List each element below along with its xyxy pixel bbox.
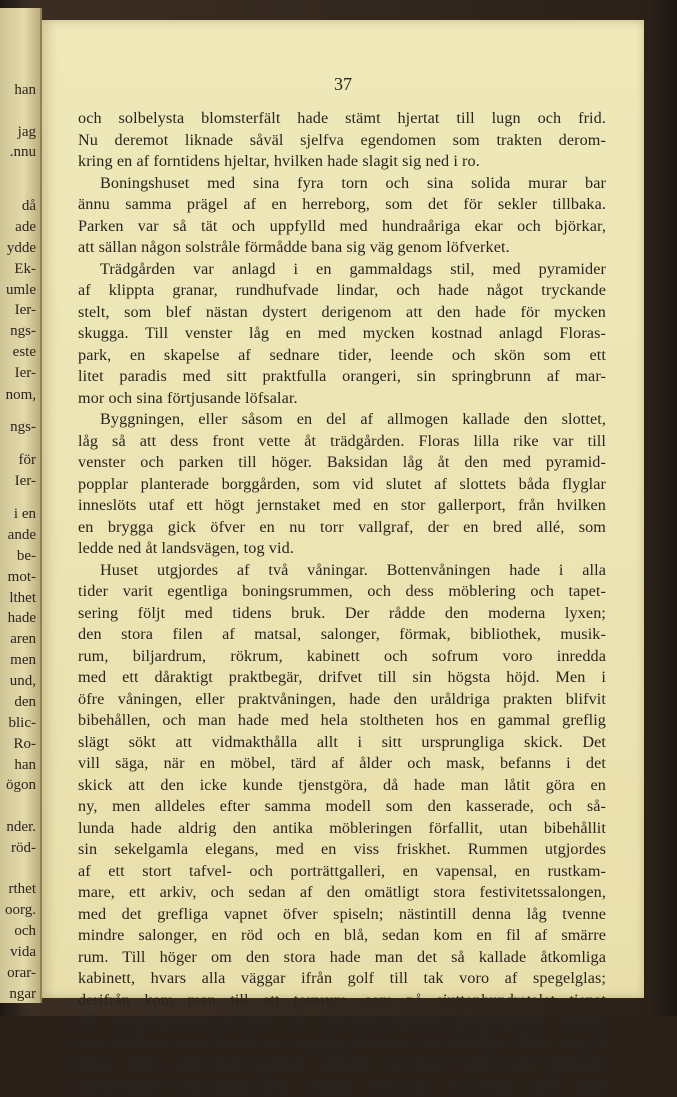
left-page-fragment: ngs- xyxy=(10,419,36,436)
left-page-fragment: ande xyxy=(8,527,36,544)
left-page-fragment: och xyxy=(14,923,36,940)
left-page-fragment: nder. xyxy=(6,819,36,836)
left-page-fragment: då xyxy=(22,198,36,215)
left-page-fragment: Ro- xyxy=(14,736,37,753)
text-line: sering följt med tidens bruk. Der rådde den moderna lyxen; xyxy=(78,603,606,625)
text-line: tider varit egentliga boningsrummen, och dess möblering och tapet- xyxy=(78,581,606,603)
left-page-fragment: ade xyxy=(15,219,36,236)
left-page-fragment: vida xyxy=(10,944,36,961)
left-page-fragment: und, xyxy=(10,673,36,690)
book-page xyxy=(42,20,644,998)
left-page-fragment: den xyxy=(14,694,36,711)
text-line: Trädgården var anlagd i en gammaldags stil, med pyramider xyxy=(78,259,606,281)
text-line: med ett dåraktigt praktbegär, drifvet till sin högsta höjd. Men i xyxy=(78,667,606,689)
left-page-fragment: ngs- xyxy=(10,323,36,340)
text-line: skick att den icke kunde tjenstgöra, då hade man låtit göra en xyxy=(78,775,606,797)
left-page-fragment: men xyxy=(10,652,36,669)
left-page-fragment: oorg. xyxy=(5,902,36,919)
text-line: och solbelysta blomsterfält hade stämt hjertat till lugn och frid. xyxy=(78,108,606,130)
left-facing-page xyxy=(0,8,42,1003)
text-line: Boningshuset med sina fyra torn och sina solida murar bar xyxy=(78,173,606,195)
left-page-fragment: i en xyxy=(14,506,36,523)
text-line: stelt, som blef nästan dystert derigenom att den hade för mycken xyxy=(78,302,606,324)
text-line: Huset utgjordes af två våningar. Bottenvåningen hade i alla xyxy=(78,560,606,582)
text-line: till sängkammare åt den då lefvande grefve Romarhjertas hustru, xyxy=(78,1011,606,1033)
text-line: bibehållen, och man hade med hela stoltheten hos en gammal greflig xyxy=(78,710,606,732)
left-page-fragment: umle xyxy=(6,282,36,299)
text-line: detta rum, och man påstod allmänt att hon gick och spökade. xyxy=(78,1054,606,1076)
left-page-fragment: este xyxy=(13,344,36,361)
text-line: lunda hade aldrig den antika möbleringen förfallit, utan bibehållit xyxy=(78,818,606,840)
left-page-fragment: rthet xyxy=(9,881,37,898)
text-line: litet paradis med sitt praktfulla orangeri, sin springbrunn af mar- xyxy=(78,366,606,388)
left-page-fragment: orar- xyxy=(7,965,36,982)
left-page-fragment: ngar xyxy=(9,986,36,1003)
left-page-fragment: han xyxy=(14,757,36,774)
left-page-fragment: aren xyxy=(10,631,36,648)
text-line: mindre salonger, en röd och en blå, sedan kom en fil af smärre xyxy=(78,925,606,947)
text-line: Byggningen, eller såsom en del af allmogen kallade den slottet, xyxy=(78,409,606,431)
left-page-fragment: ydde xyxy=(7,240,36,257)
text-line: venster och parken till höger. Baksidan låg åt den med pyramid- xyxy=(78,452,606,474)
text-line: rum, biljardrum, rökrum, kabinett och sofrum voro inredda xyxy=(78,646,606,668)
text-line: att sällan någon solstråle förmådde bana sig väg genom löfverket. xyxy=(78,237,606,259)
left-page-fragment: lthet xyxy=(9,590,36,607)
text-line: ny, men alldeles efter samma modell som den kasserade, och så- xyxy=(78,796,606,818)
left-page-fragment: mot- xyxy=(8,569,36,586)
left-page-fragment: blic- xyxy=(9,715,37,732)
text-line: en brygga gick öfver en nu torr vallgraf, der en bred allé, som xyxy=(78,517,606,539)
text-line: slägt sökt att vidmakthålla allt i sitt ursprungliga skick. Det xyxy=(78,732,606,754)
left-page-fragment: hade xyxy=(8,610,36,627)
left-page-fragment: Ier- xyxy=(15,302,36,319)
left-page-fragment: .nnu xyxy=(10,144,36,161)
text-line: mor och sina förtjusande löfsalar. xyxy=(78,388,606,410)
text-line: derifrån kom man till ett tornrum, som på sjuttonhundratalet tjenat xyxy=(78,990,606,1012)
left-page-fragment: jag xyxy=(18,124,36,141)
left-page-fragment: ögon xyxy=(6,777,36,794)
page-number: 37 xyxy=(42,74,644,95)
text-line: öfre våningen, eller praktvåningen, hade den uråldriga prakten blifvit xyxy=(78,689,606,711)
text-line: Parken var så tät och uppfylld med hundraåriga ekar och björkar, xyxy=(78,216,606,238)
left-page-fragment: Ek- xyxy=(14,261,36,278)
text-line: rum. Till höger om den stora hade man det så kallade åtkomliga xyxy=(78,947,606,969)
text-line: park, en skapelse af sednare tider, leende och skön som ett xyxy=(78,345,606,367)
text-line: vill säga, när en möbel, tärd af ålder och mask, befanns i det xyxy=(78,753,606,775)
text-line: inneslöts utaf ett högt jernstaket med en stor gallerport, från hvilken xyxy=(78,495,606,517)
left-page-fragment: Ier- xyxy=(15,473,36,490)
text-line: af klippta granar, rundhufvade lindar, och hade något tryckande xyxy=(78,280,606,302)
text-line: ännu samma prägel af en herreborg, som det för sekler tillbaka. xyxy=(78,194,606,216)
text-line: popplar planterade borggården, som vid slutet af slottets båda flyglar xyxy=(78,474,606,496)
left-page-fragment: be- xyxy=(17,548,36,565)
text-line: af ett stort tafvel- och porträttgalleri, en vapensal, en rustkam- xyxy=(78,861,606,883)
text-line: kring en af forntidens hjeltar, hvilken hade slagit sig ned i ro. xyxy=(78,151,606,173)
text-line: Nu deremot liknade såväl sjelfva egendomen som trakten derom- xyxy=(78,130,606,152)
left-page-fragment: nom, xyxy=(6,387,36,404)
left-page-fragment: Ier- xyxy=(15,365,36,382)
text-line: mare, ett arkiv, och sedan af den omätligt stora festivitetssalongen, xyxy=(78,882,606,904)
text-line: låg så att dess front vette åt trädgården. Floras lilla rike var till xyxy=(78,431,606,453)
text-line: den stora filen af matsal, salonger, förmak, bibliothek, musik- xyxy=(78,624,606,646)
text-line: ledde ned åt landsvägen, tog vid. xyxy=(78,538,606,560)
left-page-fragment: han xyxy=(14,82,36,99)
left-page-fragment: för xyxy=(19,452,37,469)
page-body-text xyxy=(78,108,606,1097)
text-line: om hvilken man hade en sorglig historia att förtälja. Hon dog i xyxy=(78,1033,606,1055)
text-line: kabinett, hvars alla väggar ifrån golf till tak voro af spegelglas; xyxy=(78,968,606,990)
left-page-fragment: röd- xyxy=(11,840,36,857)
text-line: med det grefliga vapnet öfver spiseln; nästintill denna låg tvenne xyxy=(78,904,606,926)
text-line: Möbleringen var ännu den samma som då, ty sedan dess hade xyxy=(78,1076,606,1097)
text-line: sin sekelgamla elegans, med en viss friskhet. Rummen utgjordes xyxy=(78,839,606,861)
text-line: skugga. Till venster låg en med mycken kostnad anlagd Floras- xyxy=(78,323,606,345)
